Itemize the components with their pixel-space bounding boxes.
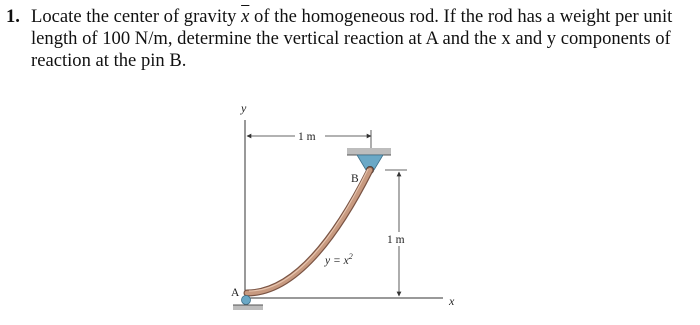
horizontal-dimension-label: 1 m (298, 131, 316, 143)
vertical-dimension-label: 1 m (387, 234, 405, 246)
rod-highlight (249, 169, 368, 291)
problem-statement (6, 6, 696, 72)
y-axis-label: y (241, 101, 247, 115)
point-b-label: B (351, 173, 359, 185)
problem-text-part-2: of the homogeneous rod. If the rod has a weight per unit length of 100 N/m, determine the vertical reaction at A and the x and y components of reaction at the pin B. (31, 6, 673, 71)
roller-a (242, 296, 251, 305)
rod-figure (225, 100, 475, 322)
rod-outline (247, 170, 370, 293)
ground-hatch (233, 305, 263, 310)
curve-equation-base: y = x (325, 255, 349, 267)
rod-body (247, 170, 370, 293)
xbar-symbol: $\overline{x}$ (241, 6, 250, 27)
point-a-label: A (231, 287, 240, 299)
ceiling-hatch (347, 148, 391, 155)
x-axis-label: x (449, 294, 455, 308)
curve-equation-exponent: 2 (348, 252, 353, 261)
problem-text-part-1: Locate the center of gravity (31, 6, 242, 27)
problem-text (31, 6, 696, 72)
problem-number: 1. (6, 6, 20, 27)
curve-equation (324, 252, 353, 267)
